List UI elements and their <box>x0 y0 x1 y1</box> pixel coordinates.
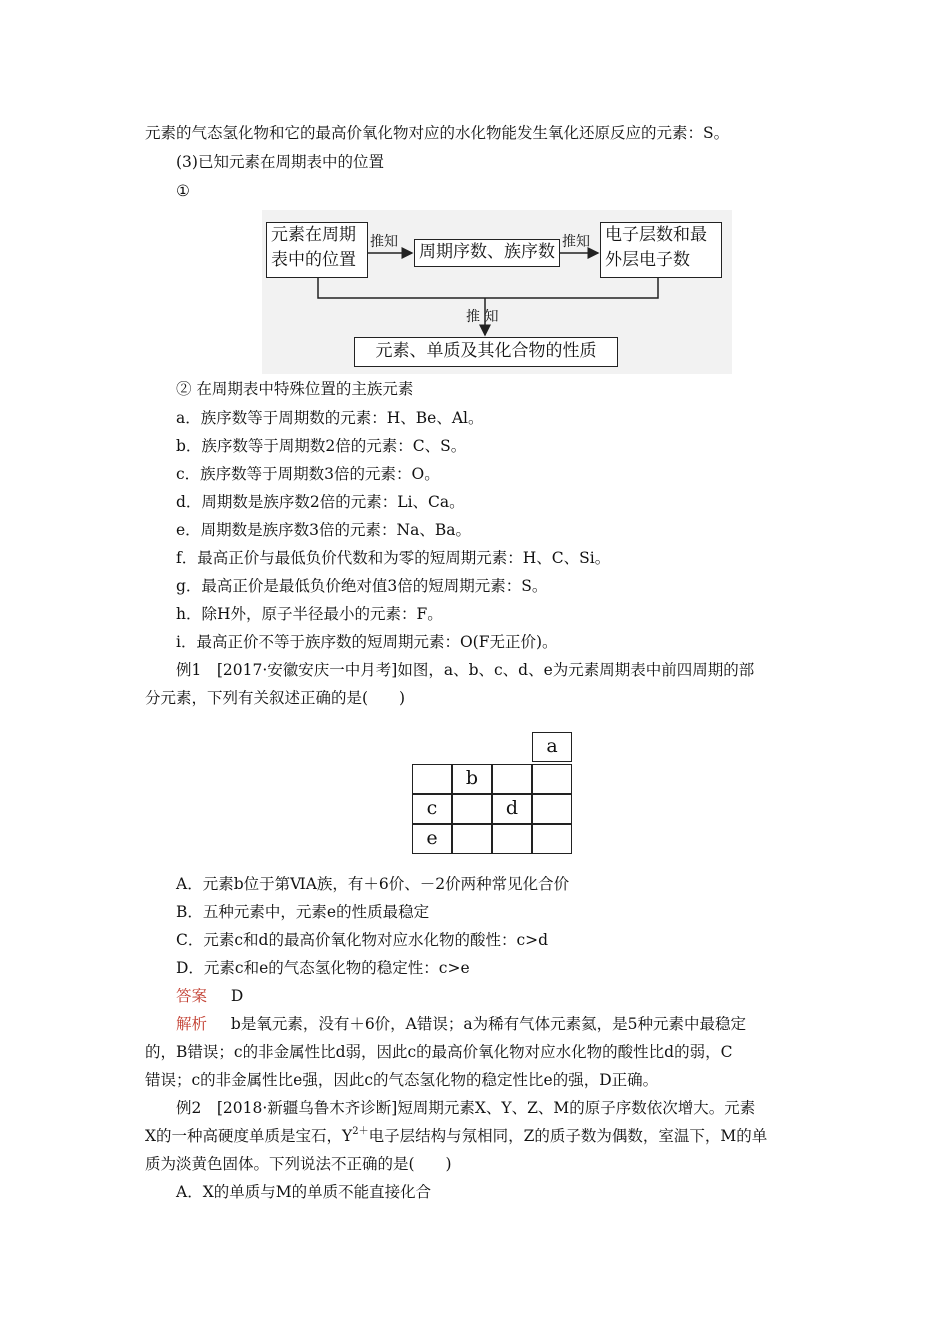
special-item-a: a．族序数等于周期数的元素：H、Be、Al。 <box>176 409 484 427</box>
example2-line1: 例2 [2018·新疆乌鲁木齐诊断]短周期元素X、Y、Z、M的原子序数依次增大。元素 <box>176 1099 756 1117</box>
arrow1-label: 推知 <box>370 234 398 250</box>
cell-empty <box>452 794 492 824</box>
answer-line <box>176 985 841 1007</box>
cell-empty <box>492 764 532 794</box>
periodic-table-fragment <box>412 732 574 854</box>
cell-empty <box>532 794 572 824</box>
cell-empty <box>532 824 572 854</box>
period-group-box: 周期序数、族序数 <box>414 239 560 267</box>
option-a: A．元素b位于第ⅥA族，有＋6价、－2价两种常见化合价 <box>176 875 570 893</box>
analysis-line3: 错误；c的非金属性比e强，因此c的气态氢化物的稳定性比e的强，D正确。 <box>145 1071 659 1089</box>
special-item-f: f．最高正价与最低负价代数和为零的短周期元素：H、C、Si。 <box>176 549 611 567</box>
section3-title: (3)已知元素在周期表中的位置 <box>176 153 384 171</box>
inference-flow-diagram <box>262 210 732 374</box>
cell-a: a <box>532 732 572 762</box>
analysis-line2: 的，B错误；c的非金属性比d弱，因此c的最高价氧化物对应水化物的酸性比d的弱，C <box>145 1043 733 1061</box>
example2-line3: 质为淡黄色固体。下列说法不正确的是( ) <box>145 1155 452 1173</box>
example1-line1: 例1 [2017·安徽安庆一中月考]如图，a、b、c、d、e为元素周期表中前四周期的部 <box>176 661 755 679</box>
example1-line2: 分元素，下列有关叙述正确的是( ) <box>145 689 406 707</box>
option-b: B．五种元素中，元素e的性质最稳定 <box>176 903 430 921</box>
cell-d: d <box>492 794 532 824</box>
analysis-label: 解析 <box>176 1015 208 1033</box>
option-d: D．元素c和e的气态氢化物的稳定性：c>e <box>176 959 470 977</box>
special-item-i: i．最高正价不等于族序数的短周期元素：O(F无正价)。 <box>176 633 558 651</box>
answer-label: 答案 <box>176 987 208 1005</box>
electron-box: 电子层数和最 外层电子数 <box>600 222 722 278</box>
cell-c: c <box>412 794 452 824</box>
cell-empty <box>532 764 572 794</box>
merge-line <box>318 278 658 298</box>
analysis-line1: 解析 b是氧元素，没有＋6价，A错误；a为稀有气体元素氦，是5种元素中最稳定 <box>176 1015 746 1033</box>
cell-empty <box>452 824 492 854</box>
special-item-c: c．族序数等于周期数3倍的元素：O。 <box>176 465 440 483</box>
cell-empty <box>412 764 452 794</box>
cell-empty <box>492 824 532 854</box>
special-item-h: h．除H外，原子半径最小的元素：F。 <box>176 605 443 623</box>
arrow2-label: 推知 <box>562 234 590 250</box>
example2-line2: X的一种高硬度单质是宝石，$Y^{2+}$电子层结构与氖相同，Z的质子数为偶数，室温下，M的单 <box>145 1125 768 1145</box>
answer-value: D <box>230 987 244 1005</box>
intro-line: 元素的气态氢化物和它的最高价氧化物对应的水化物能发生氧化还原反应的元素：S。 <box>145 124 730 142</box>
option-c: C．元素c和d的最高价氧化物对应水化物的酸性：c>d <box>176 931 549 949</box>
special-item-e: e．周期数是族序数3倍的元素：Na、Ba。 <box>176 521 471 539</box>
example2-option-a: A．X的单质与M的单质不能直接化合 <box>176 1183 432 1201</box>
cell-e: e <box>412 824 452 854</box>
special-item-g: g．最高正价是最低负价绝对值3倍的短周期元素：S。 <box>176 577 548 595</box>
item2-title: ② 在周期表中特殊位置的主族元素 <box>176 380 414 398</box>
position-box: 元素在周期 表中的位置 <box>266 222 368 278</box>
special-item-d: d．周期数是族序数2倍的元素：Li、Ca。 <box>176 493 465 511</box>
special-item-b: b．族序数等于周期数2倍的元素：C、S。 <box>176 437 467 455</box>
item1-marker: ① <box>176 182 190 200</box>
properties-box: 元素、单质及其化合物的性质 <box>354 337 618 367</box>
charge-superscript: 2＋ <box>352 1125 369 1137</box>
arrow3-label: 推 知 <box>466 309 499 325</box>
cell-b: b <box>452 764 492 794</box>
